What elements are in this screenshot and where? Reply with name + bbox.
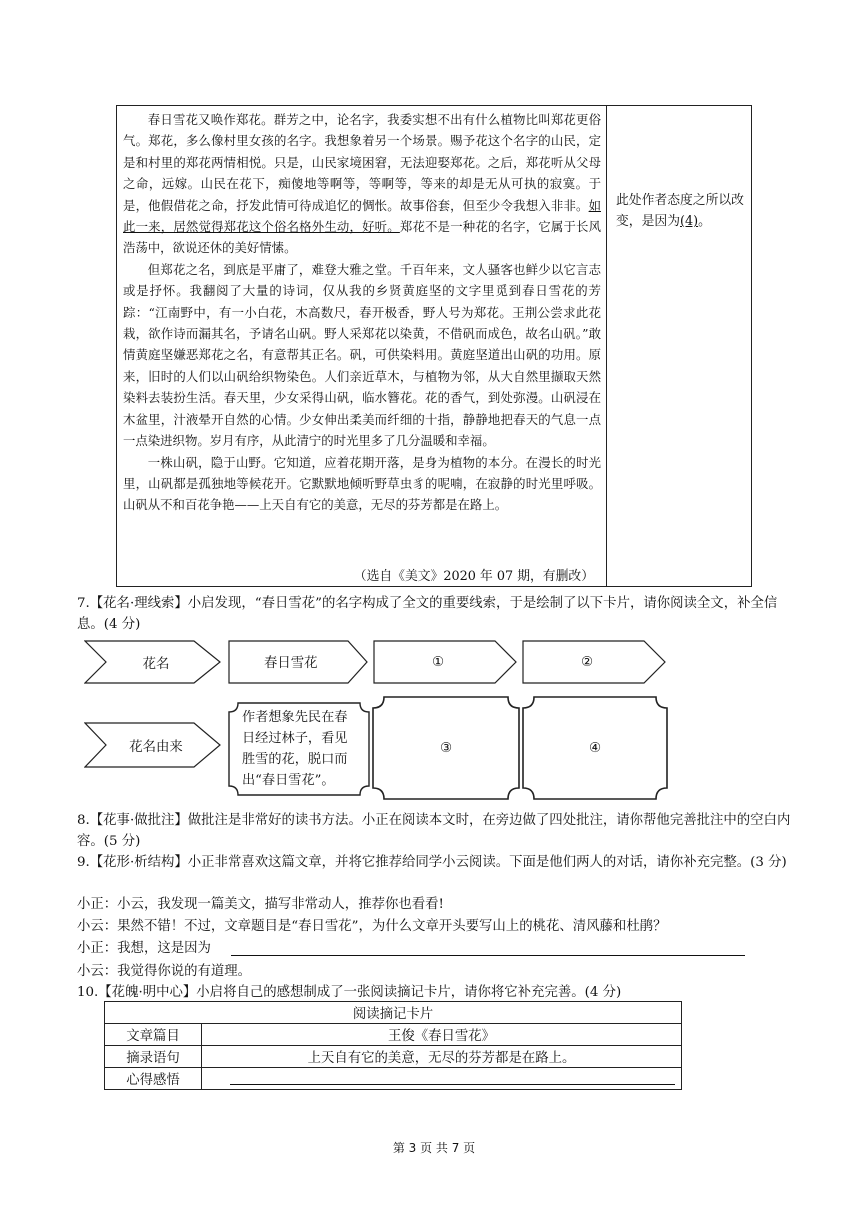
card-label-text: 花名由来 bbox=[129, 739, 183, 755]
answer-blank-q9[interactable] bbox=[231, 954, 745, 956]
card-blank-2 bbox=[522, 640, 666, 684]
p1-before: 春日雪花又唤作郑花。群芳之中，论名字，我委实想不出有什么植物比叫郑花更俗气。郑花，多么像村里女孩的名字。我想象着另一个场景。赐予花这个名字的山民，定是和村里的郑花两情相悦。只是，山民家境困窘，无法迎娶郑花。之后，郑花听从父母之命，远嫁。山民在花下，痴傻地等啊等，等啊等，等来的却是无从可执的寂寞。于是，他假借花之命，抒发此情可待成追忆的惆怅。故事俗套，但至少令我想入非非。 bbox=[123, 112, 601, 213]
card-blank-1 bbox=[373, 640, 517, 684]
question-8: 8.【花事·做批注】做批注是非常好的读书方法。小正在阅读本文时，在旁边做了四处批注，请你帮他完善批注中的空白内容。(5 分) bbox=[77, 813, 791, 849]
card-title: 阅读摘记卡片 bbox=[105, 1002, 682, 1024]
side-note-after: 。 bbox=[698, 214, 711, 229]
passage-paragraph-2: 但郑花之名，到底是平庸了，难登大雅之堂。千百年来，文人骚客也鲜少以它言志或是抒怀。我翻阅了大量的诗词，仅从我的乡贤黄庭坚的文字里觅到春日雪花的芳踪：“江南野中，有一小白花，木高数尺，春开极香，野人号为郑花。王荆公尝求此花栽，欲作诗而漏其名，予请名山矾。野人采郑花以染黄，不借矾而成色，故名山矾。”敢情黄庭坚嫌恶郑花之名，有意帮其正名。矾，可供染料用。黄庭坚道出山矾的功用。原来，旧时的人们以山矾给织物染色。人们亲近草木，与植物为邻，从大自然里撷取天然染料去装扮生活。春天里，少女采得山矾，临水簪花。花的香气，到处弥漫。山矾浸在木盆里，汁液晕开自然的心情。少女伸出柔美而纤细的十指，静静地把春天的气息一点一点染进织物。岁月有序，从此清宁的时光里多了几分温暖和幸福。 bbox=[123, 261, 601, 449]
side-note-before: 此处作者态度之所以改变，是因为 bbox=[616, 193, 744, 229]
row-label: 心得感悟 bbox=[105, 1068, 202, 1090]
card-value-text: 春日雪花 bbox=[264, 656, 318, 671]
table-row bbox=[105, 1046, 682, 1068]
question-7: 7.【花名·理线索】小启发现，“春日雪花”的名字构成了全文的重要线索，于是绘制了以下卡片，请你阅读全文，补全信息。(4 分) bbox=[77, 596, 778, 632]
origin-text: 作者想象先民在春日经过林子，看见胜雪的花，脱口而出“春日雪花”。 bbox=[242, 710, 348, 788]
row-value: 上天自有它的美意，无尽的芬芳都是在路上。 bbox=[202, 1046, 682, 1068]
passage-paragraph-3: 一株山矾，隐于山野。它知道，应着花期开落，是身为植物的本分。在漫长的时光里，山矾都是孤独地等候花开。它默默地倾听野草虫豸的呢喃，在寂静的时光里呼吸。山矾从不和百花争艳——上天自有它的美意，无尽的芬芳都是在路上。 bbox=[123, 454, 601, 513]
answer-cell-insight[interactable] bbox=[202, 1068, 682, 1090]
table-row bbox=[105, 1002, 682, 1024]
card-label-text: 花名 bbox=[142, 656, 170, 672]
card-flower-name-label bbox=[84, 640, 222, 684]
card-name-origin-label bbox=[84, 722, 222, 768]
blank-3-label: ③ bbox=[439, 740, 452, 756]
card-blank-4 bbox=[522, 696, 668, 800]
passage-box bbox=[116, 105, 607, 587]
p1-after: 郑花不是一种花的名字，它属于长风浩荡中，欲说还休的美好情愫。 bbox=[123, 219, 602, 256]
p1-underlined: 如此一来，居然觉得郑花这个俗名格外生动，好听。 bbox=[123, 197, 601, 235]
blank-1-label: ① bbox=[431, 654, 444, 670]
side-note-text bbox=[616, 190, 746, 232]
card-blank-3 bbox=[372, 696, 520, 800]
question-10: 10.【花魄·明中心】小启将自己的感想制成了一张阅读摘记卡片，请你将它补充完善。(4 分) bbox=[77, 985, 622, 1000]
blank-2-label: ② bbox=[580, 654, 593, 670]
reading-card-table bbox=[104, 1001, 682, 1090]
table-row bbox=[105, 1068, 682, 1090]
card-origin-text bbox=[228, 702, 370, 796]
answer-blank-q10[interactable] bbox=[230, 1084, 675, 1085]
row-label: 摘录语句 bbox=[105, 1046, 202, 1068]
blank-4-label: ④ bbox=[588, 740, 601, 756]
dialogue-line-1: 小正：小云，我发现一篇美文，描写非常动人，推荐你也看看! bbox=[77, 897, 444, 912]
row-value: 王俊《春日雪花》 bbox=[202, 1024, 682, 1046]
dialogue-line-4: 小云：我觉得你说的有道理。 bbox=[77, 964, 252, 979]
dialogue-line-3: 小正：我想，这是因为 bbox=[77, 941, 211, 956]
passage-source: （选自《美文》2020 年 07 期，有删改） bbox=[353, 569, 594, 584]
table-row bbox=[105, 1024, 682, 1046]
card-chunri-xuehua bbox=[228, 640, 368, 684]
dialogue-line-2: 小云：果然不错！不过，文章题目是“春日雪花”，为什么文章开头要写山上的桃花、清风藤和杜鹃？ bbox=[77, 919, 667, 934]
passage-text bbox=[123, 109, 601, 516]
page-footer: 第 3 页 共 7 页 bbox=[392, 1141, 476, 1155]
question-9: 9.【花形·析结构】小正非常喜欢这篇文章，并将它推荐给同学小云阅读。下面是他们两人的对话，请你补充完整。(3 分) bbox=[77, 855, 787, 870]
side-note-blank: (4) bbox=[679, 214, 699, 229]
passage-paragraph-1 bbox=[123, 109, 601, 259]
row-label: 文章篇目 bbox=[105, 1024, 202, 1046]
side-note-box bbox=[606, 105, 752, 587]
